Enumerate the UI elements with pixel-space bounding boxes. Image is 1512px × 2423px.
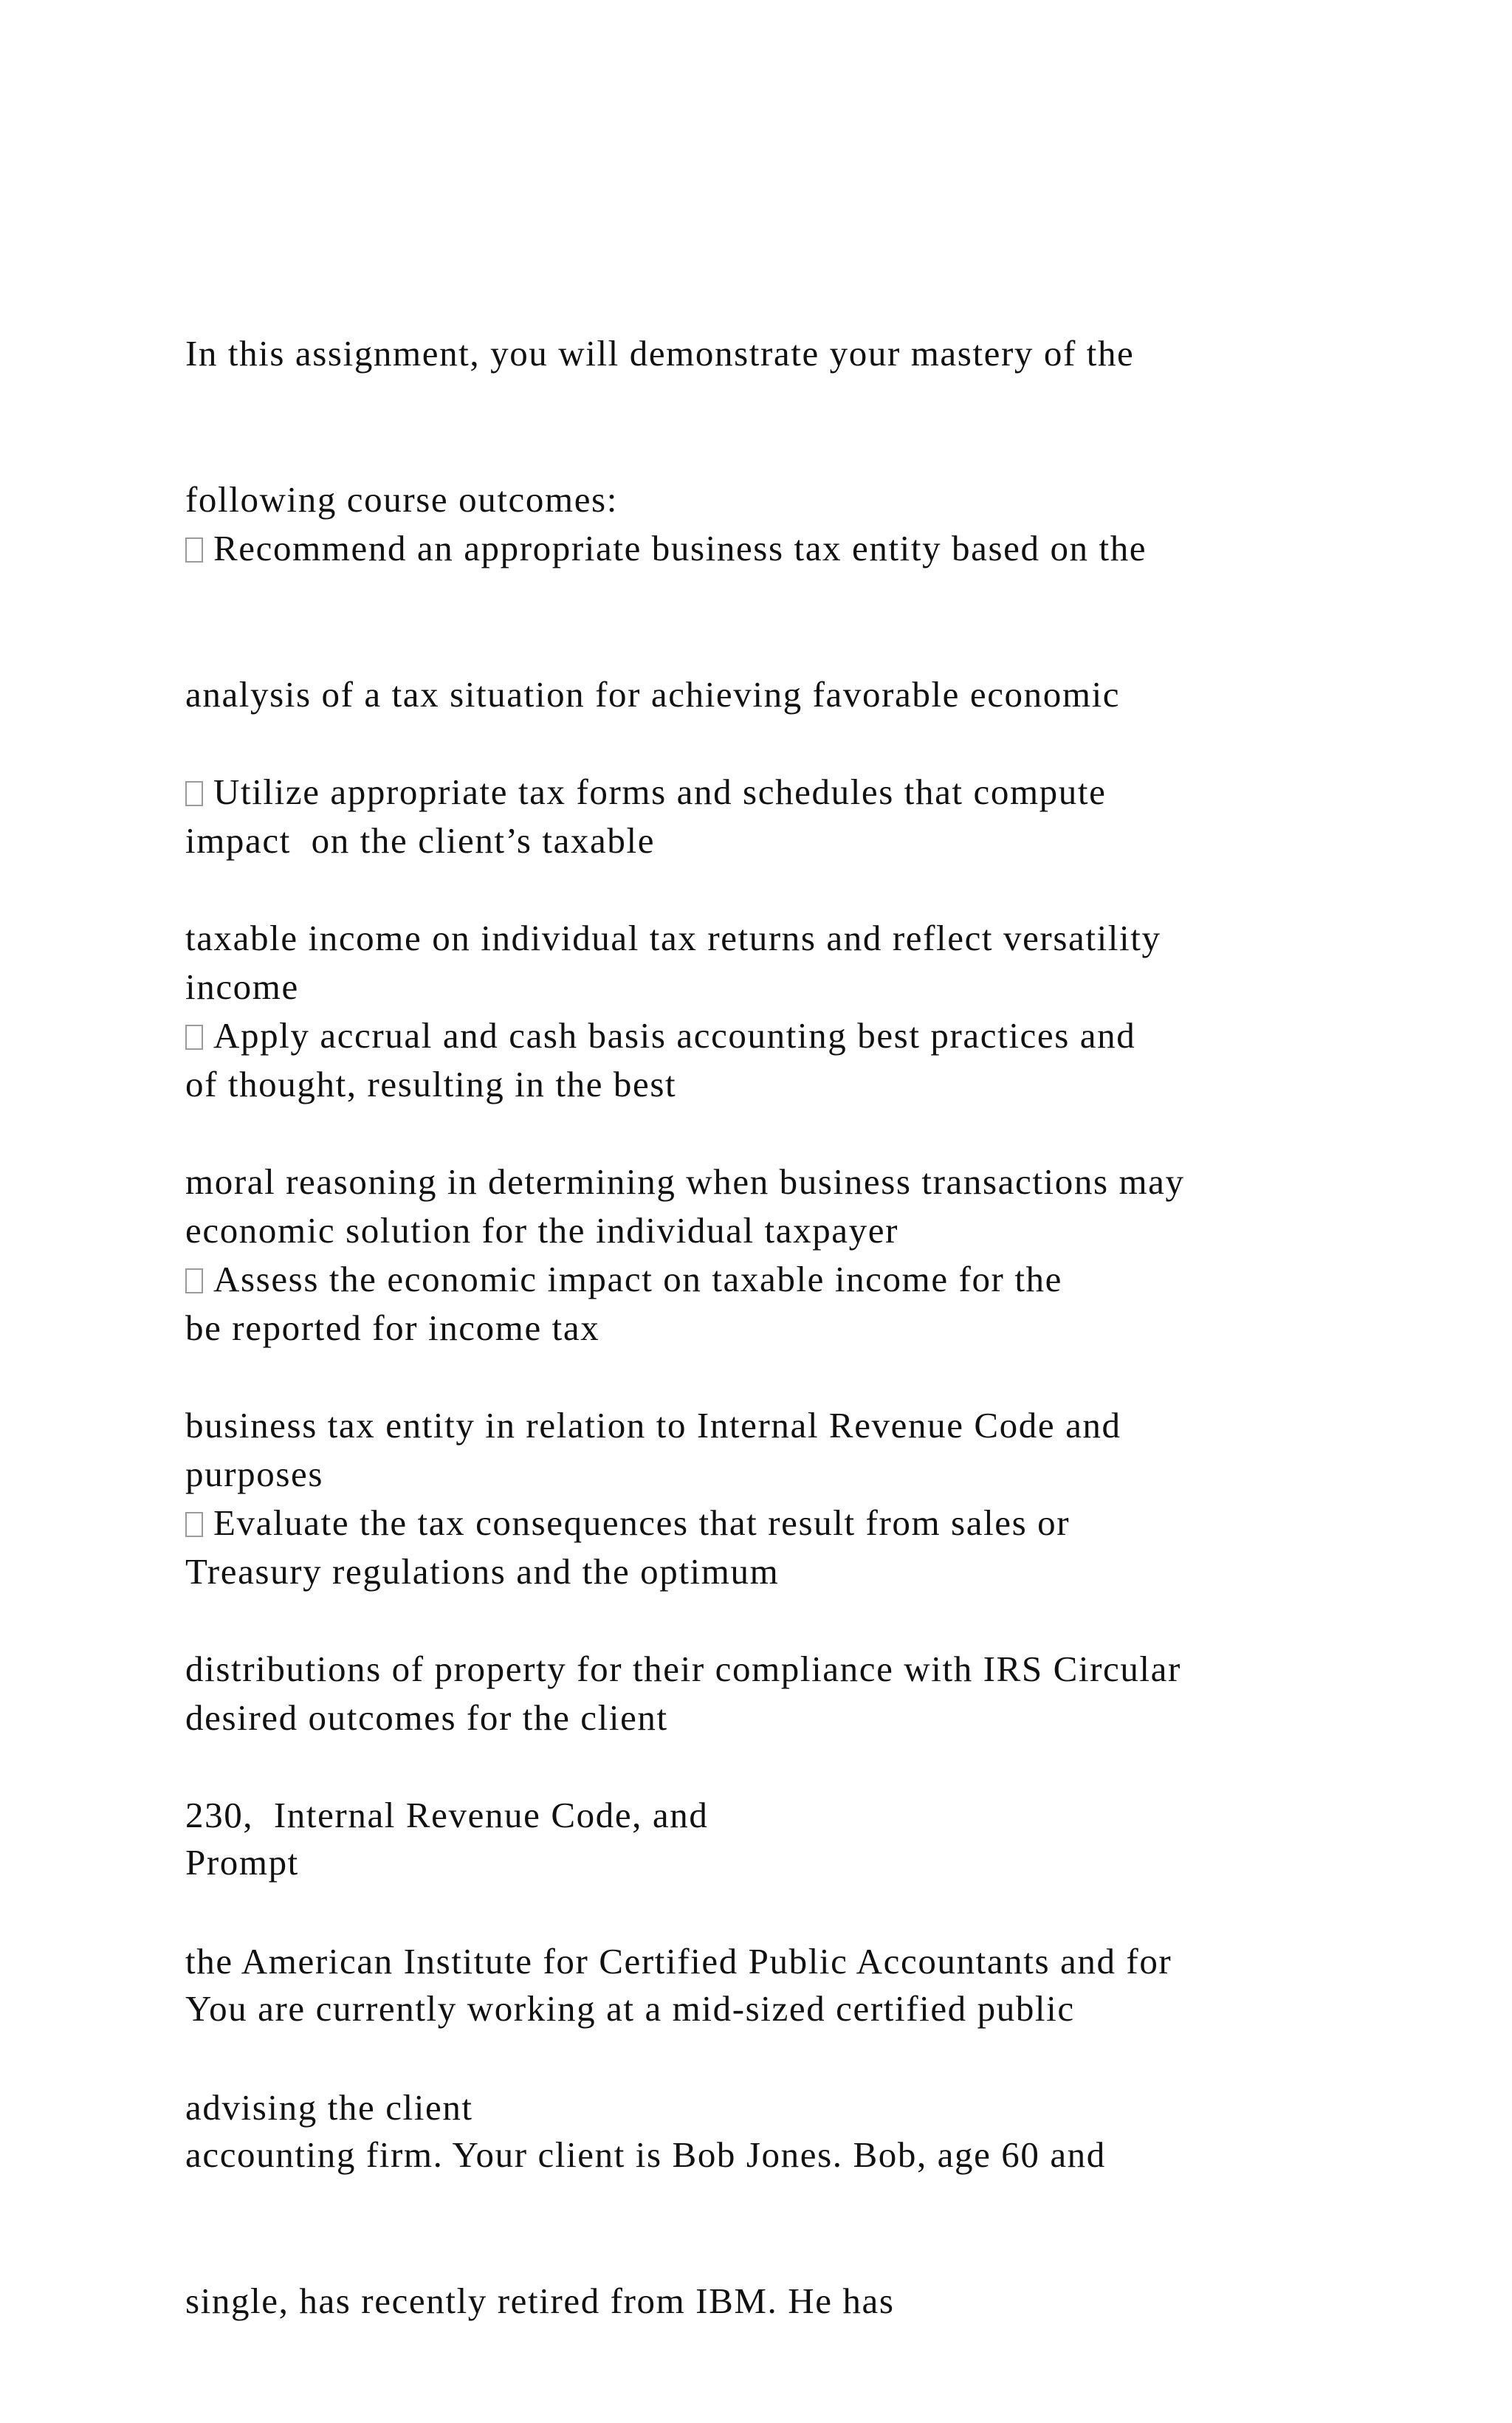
prompt-line: single, has recently retired from IBM. He has [185,2281,895,2321]
prompt-line: accounting firm. Your client is Bob Jones. Bob, age 60 and [185,2134,1106,2175]
outcome-line: income [185,966,299,1007]
outcome-line: economic solution for the individual taxpayer [185,1210,899,1251]
missing-glyph-bullet-icon [185,537,203,563]
outcome-line: Assess the economic impact on taxable income for the [213,1259,1062,1299]
outcome-line: moral reasoning in determining when business transactions may [185,1161,1185,1202]
outcome-line: desired outcomes for the client [185,1697,668,1738]
outcome-line: business tax entity in relation to Internal Revenue Code and [185,1405,1121,1446]
missing-glyph-bullet-icon [185,1512,203,1537]
outcome-line: 230, Internal Revenue Code, and [185,1795,709,1835]
outcome-line: advising the client [185,2087,473,2128]
outcome-line: Recommend an appropriate business tax entity based on the [213,528,1147,568]
outcome-line: the American Institute for Certified Public Accountants and for [185,1941,1172,1982]
outcome-line: be reported for income tax [185,1307,600,1348]
outcome-line: analysis of a tax situation for achieving favorable economic [185,674,1121,715]
outcome-line: taxable income on individual tax returns and reflect versatility [185,918,1161,958]
prompt-section [185,1741,1440,2423]
missing-glyph-bullet-icon [185,1025,203,1050]
missing-glyph-bullet-icon [185,1268,203,1293]
outcome-line: of thought, resulting in the best [185,1064,677,1104]
prompt-heading: Prompt [185,1842,299,1883]
outcome-line: Treasury regulations and the optimum [185,1551,780,1592]
missing-glyph-bullet-icon [185,781,203,806]
outcome-line: purposes [185,1454,324,1494]
outcome-line: impact on the client’s taxable [185,820,656,861]
intro-line: following course outcomes: [185,479,618,520]
intro-line: In this assignment, you will demonstrate your mastery of the [185,333,1135,374]
outcome-line: Apply accrual and cash basis accounting best practices and [213,1015,1136,1056]
outcome-line: Utilize appropriate tax forms and schedules that compute [213,771,1107,812]
outcome-line: Evaluate the tax consequences that result from sales or [213,1502,1071,1543]
prompt-line: You are currently working at a mid-sized certified public [185,1988,1075,2029]
outcome-line: distributions of property for their compliance with IRS Circular [185,1649,1181,1689]
